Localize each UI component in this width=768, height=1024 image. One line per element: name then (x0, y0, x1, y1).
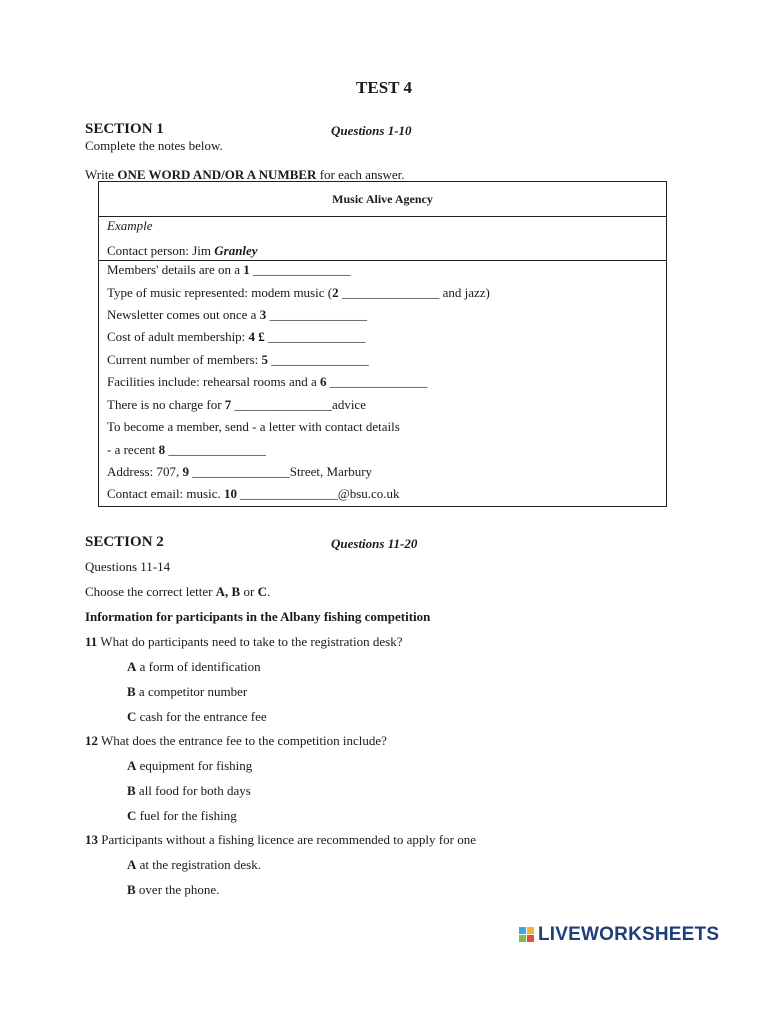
question-number: 3 (259, 307, 267, 322)
question-number: 12 (85, 733, 98, 748)
question-number: 4 £ (248, 329, 265, 344)
option-text: all food for both days (135, 783, 251, 798)
question-number: 13 (85, 832, 98, 847)
notes-line (107, 352, 369, 368)
question-13 (85, 832, 476, 848)
question-number: 5 (261, 352, 269, 367)
notes-line-text: Newsletter comes out once a (107, 307, 260, 322)
notes-line (107, 262, 351, 278)
section2-sub-range: Questions 11-14 (85, 559, 171, 574)
notes-table-title: Music Alive Agency (332, 192, 433, 206)
section2-questions-range: Questions 11-20 (331, 536, 418, 551)
notes-line (107, 329, 366, 345)
notes-line-text: Type of music represented: modem music ( (107, 285, 333, 300)
section2-heading: SECTION 2 (85, 534, 164, 550)
answer-blank[interactable]: _______________@bsu.co.uk (236, 486, 400, 501)
section1-heading: SECTION 1 (85, 121, 164, 137)
notes-line-text: Contact email: music. (107, 486, 224, 501)
notes-line-text: - a recent (107, 442, 159, 457)
question-text: What do participants need to take to the registration desk? (97, 634, 403, 649)
option-text: at the registration desk. (136, 857, 261, 872)
answer-blank[interactable]: _______________ (268, 352, 369, 367)
example-label: Example (107, 218, 153, 233)
notes-line (107, 419, 400, 435)
notes-line-text: Address: 707, (107, 464, 183, 479)
option-a[interactable] (127, 659, 261, 675)
question-number: 8 (158, 442, 166, 457)
example-row (99, 216, 666, 261)
answer-blank[interactable]: _______________ (326, 374, 428, 389)
liveworksheets-logo-icon (519, 927, 535, 943)
option-letter: B (127, 684, 136, 699)
question-12 (85, 733, 387, 749)
notes-line (107, 442, 266, 458)
notes-line (107, 486, 400, 502)
logo-square (519, 935, 526, 942)
section1-instruction-complete: Complete the notes below. (85, 138, 223, 153)
question-number: 6 (319, 374, 327, 389)
answer-blank[interactable]: _______________ and jazz) (338, 285, 490, 300)
option-letter: B (127, 783, 136, 798)
question-number: 9 (182, 464, 189, 479)
notes-line-text: Cost of adult membership: (107, 329, 249, 344)
option-text: equipment for fishing (136, 758, 253, 773)
logo-square (527, 935, 534, 942)
option-b[interactable] (127, 684, 247, 700)
notes-line (107, 397, 366, 413)
logo-text: LIVEWORKSHEETS (538, 924, 720, 945)
question-11 (85, 634, 402, 650)
notes-line-text: To become a member, send - a letter with contact details (107, 419, 400, 434)
option-a[interactable] (127, 758, 252, 774)
logo-square (519, 927, 526, 934)
notes-table (98, 181, 667, 507)
answer-blank[interactable]: _______________ (165, 442, 266, 457)
notes-table-header (99, 182, 666, 217)
answer-blank[interactable]: _______________ (266, 307, 367, 322)
question-number: 11 (85, 634, 98, 649)
notes-line-text: Current number of members: (107, 352, 262, 367)
section1-instruction-write: Write ONE WORD AND/OR A NUMBER for each answer. (85, 167, 405, 182)
notes-line-text: Members' details are on a (107, 262, 244, 277)
question-number: 2 (332, 285, 339, 300)
option-a[interactable] (127, 857, 261, 873)
answer-blank[interactable]: _______________ (249, 262, 351, 277)
option-b[interactable] (127, 882, 219, 898)
section2-instruction: Choose the correct letter A, B or C. (85, 584, 271, 599)
option-text: cash for the entrance fee (136, 709, 267, 724)
option-text: a competitor number (135, 684, 248, 699)
page-title: TEST 4 (356, 78, 412, 97)
notes-line-text: There is no charge for (107, 397, 225, 412)
option-c[interactable] (127, 808, 237, 824)
option-text: fuel for the fishing (136, 808, 237, 823)
section1-questions-range: Questions 1-10 (331, 123, 412, 138)
info-heading: Information for participants in the Albany fishing competition (85, 609, 431, 624)
logo-square (527, 927, 534, 934)
question-text: Participants without a fishing licence are recommended to apply for one (98, 832, 476, 847)
answer-blank[interactable]: _______________ (264, 329, 366, 344)
answer-blank[interactable]: _______________Street, Marbury (188, 464, 373, 479)
option-letter: A (127, 758, 137, 773)
question-text: What does the entrance fee to the competition include? (98, 733, 387, 748)
option-letter: A (127, 659, 137, 674)
option-text: over the phone. (135, 882, 220, 897)
example-line: Contact person: Jim Granley (107, 243, 258, 258)
option-text: a form of identification (136, 659, 261, 674)
notes-line-text: Facilities include: rehearsal rooms and a (107, 374, 320, 389)
question-number: 10 (223, 486, 237, 501)
notes-line (107, 307, 367, 323)
notes-line (107, 285, 490, 301)
option-b[interactable] (127, 783, 251, 799)
notes-line (107, 464, 372, 480)
question-number: 7 (224, 397, 232, 412)
notes-line (107, 374, 427, 390)
option-letter: C (127, 808, 137, 823)
option-letter: B (127, 882, 136, 897)
answer-blank[interactable]: _______________advice (231, 397, 366, 412)
option-letter: C (127, 709, 137, 724)
question-number: 1 (243, 262, 250, 277)
option-c[interactable] (127, 709, 267, 725)
option-letter: A (127, 857, 137, 872)
